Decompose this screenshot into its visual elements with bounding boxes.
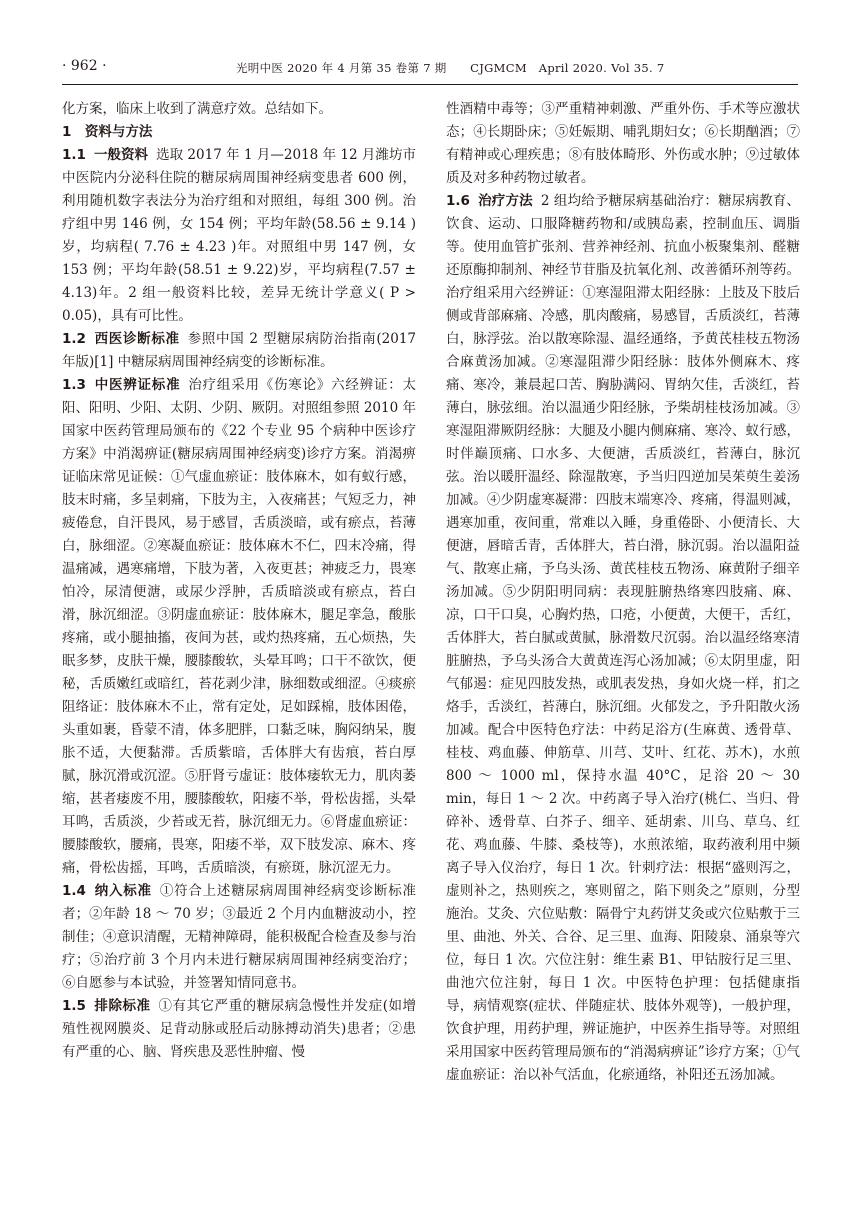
- section-title: 资料与方法: [84, 124, 153, 140]
- subsection-number: 1.4: [62, 883, 86, 899]
- subsection-title: 西医诊断标准: [93, 331, 180, 347]
- subsection-title: 中医辨证标准: [93, 377, 181, 393]
- subsection-number: 1.5: [62, 998, 86, 1014]
- subsection-number: 1.2: [62, 331, 86, 347]
- paragraph-text: 化方案，临床上收到了满意疗效。总结如下。: [62, 101, 332, 117]
- subsection-paragraph: [446, 190, 800, 1087]
- running-title: 光明中医 2020 年 4 月第 35 卷第 7 期 CJGMCM April 2020. Vol 35. 7: [236, 61, 665, 75]
- left-column: [62, 98, 416, 1196]
- section-heading: [62, 121, 416, 144]
- paragraph-text: 参照中国 2 型糖尿病防治指南(2017 年版)[1] 中糖尿病周围神经病变的诊断标准。: [62, 331, 416, 370]
- subsection-number: 1.6: [446, 193, 470, 209]
- subsection-number: 1.1: [62, 147, 86, 163]
- subsection-title: 治疗方法: [477, 193, 533, 209]
- subsection-number: 1.3: [62, 377, 86, 393]
- right-column: [446, 98, 800, 1196]
- subsection-paragraph: [62, 374, 416, 880]
- section-number: 1: [62, 124, 72, 140]
- article-body: [62, 98, 800, 1198]
- subsection-paragraph: [62, 144, 416, 328]
- paragraph-text: 2 组均给予糖尿病基础治疗：糖尿病教育、饮食、运动、口服降糖药物和/或胰岛素，控制血压、调脂等。使用血管扩张剂、营养神经剂、抗血小板聚集剂、醛糖还原酶抑制剂、神经节苷脂及抗氧化剂、改善循环剂等药。治疗组采用六经辨证：①寒湿阻滞太阳经脉：上肢及下肢后侧或背部麻痛、冷感，肌肉酸痛，易感冒，舌质淡红，苔薄白，脉浮弦。治以散寒除湿、温经通络，予黄芪桂枝五物汤合麻黄汤加减。②寒湿阻滞少阳经脉：肢体外侧麻木、疼痛、寒冷，兼晨起口苦、胸胁满闷、胃纳欠佳，舌淡红，苔薄白，脉弦细。治以温通少阳经脉，予柴胡桂枝汤加减。③寒湿阻滞厥阴经脉：大腿及小腿内侧麻痛、寒冷、蚁行感，时伴巅顶痛、口水多、大便溏，舌质淡红，苔薄白，脉沉弦。治以暖肝温经、除湿散寒，予当归四逆加吴茱萸生姜汤加减。④少阴虚寒凝滞：四肢末端寒冷、疼痛，得温则减，遇寒加重，夜间重，常难以入睡，身重倦卧、小便清长、大便溏，唇暗舌青，舌体胖大，苔白滑，脉沉弱。治以温阳益气、散寒止痛，予乌头汤、黄芪桂枝五物汤、麻黄附子细辛汤加减。⑤少阴阳明同病：表现脏腑热络寒四肢痛、麻、凉，口干口臭，心胸灼热，口疮，小便黄，大便干，舌红，舌体胖大，苔白腻或黄腻，脉滑数尺沉弱。治以温经络寒清脏腑热，予乌头汤合大黄黄连泻心汤加减；⑥太阴里虚，阳气郁遏：症见四肢发热，或肌表发热，身如火烧一样，扪之烙手，舌淡红，苔薄白，脉沉细。火郁发之，予升阳散火汤加减。配合中医特色疗法：中药足浴方(生麻黄、透骨草、桂枝、鸡血藤、伸筋草、川芎、艾叶、红花、苏木)，水煎 800 ～ 1000 ml，保持水温 40°C，足浴 20 ～ 30 min，每日 1 ～ 2 次。中药离子导入治疗(桃仁、当归、骨碎补、透骨草、白芥子、细辛、延胡索、川乌、草乌、红花、鸡血藤、牛膝、桑枝等)，水煎浓缩，取药液利用中频离子导入仪治疗，每日 1 次。针刺疗法：根据“盛则泻之，虚则补之，热则疾之，寒则留之，陷下则灸之”原则，分型施治。艾灸、穴位贴敷：隔骨宁丸药饼艾灸或穴位贴敷于三里、曲池、外关、合谷、足三里、血海、阳陵泉、涌泉等穴位，每日 1 次。穴位注射：维生素 B1、甲钴胺行足三里、曲池穴位注射，每日 1 次。中医特色护理：包括健康指导，病情观察(症状、伴随症状、肢体外观等)，一般护理，饮食护理，用药护理，辨证施护，中医养生指导等。对照组采用国家中医药管理局颁布的“消渴病痹证”诊疗方案；①气虚血瘀证：治以补气活血，化瘀通络，补阳还五汤加减。: [446, 193, 800, 1083]
- subsection-paragraph: [62, 328, 416, 374]
- paragraph-text: ①有其它严重的糖尿病急慢性并发症(如增殖性视网膜炎、足背动脉或胫后动脉搏动消失)患者；②患有严重的心、脑、肾疾患及恶性肿瘤、慢: [62, 998, 416, 1060]
- subsection-title: 纳入标准: [93, 883, 152, 899]
- page-number: · 962 ·: [62, 58, 107, 74]
- paragraph-text: 性酒精中毒等；③严重精神刺激、严重外伤、手术等应激状态；④长期卧床；⑤妊娠期、哺乳期妇女；⑥长期酗酒；⑦有精神或心理疾患；⑧有肢体畸形、外伤或水肿；⑨过敏体质及对多种药物过敏者。: [446, 101, 800, 186]
- paragraph-text: 治疗组采用《伤寒论》六经辨证：太阳、阳明、少阳、太阴、少阴、厥阴。对照组参照 2010 年国家中医药管理局颁布的《22 个专业 95 个病种中医诊疗方案》中消渴痹证(糖尿病周围神经病变)诊疗方案。消渴痹证临床常见证候：①气虚血瘀证：肢体麻木，如有蚁行感，肢末时痛，多呈刺痛，下肢为主，入夜痛甚；气短乏力，神疲倦怠，自汗畏风，易于感冒，舌质淡暗，或有瘀点，苔薄白，脉细涩。②寒凝血瘀证：肢体麻木不仁，四末冷痛，得温痛减，遇寒痛增，下肢为著，入夜更甚；神疲乏力，畏寒怕冷，尿清便溏，或尿少浮肿，舌质暗淡或有瘀点，苔白滑，脉沉细涩。③阴虚血瘀证：肢体麻木，腿足挛急，酸胀疼痛，或小腿抽搐，夜间为甚，或灼热疼痛，五心烦热，失眠多梦，皮肤干燥，腰膝酸软，头晕耳鸣；口干不欲饮，便秘，舌质嫩红或暗红，苔花剥少津，脉细数或细涩。④痰瘀阻络证：肢体麻木不止，常有定处，足如踩棉，肢体困倦，头重如裹，昏蒙不清，体多肥胖，口黏乏味，胸闷纳呆，腹胀不适，大便黏滞。舌质紫暗，舌体胖大有齿痕，苔白厚腻，脉沉滑或沉涩。⑤肝肾亏虚证：肢体痿软无力，肌肉萎缩，甚者痿废不用，腰膝酸软，阳痿不举，骨松齿摇，头晕耳鸣，舌质淡，少苔或无苔，脉沉细无力。⑥肾虚血瘀证：腰膝酸软，腰痛，畏寒，阳痿不举，双下肢发凉、麻木、疼痛，骨松齿摇，耳鸣，舌质暗淡，有瘀斑，脉沉涩无力。: [62, 377, 416, 876]
- page-header: [62, 52, 798, 85]
- paragraph-text: ①符合上述糖尿病周围神经病变诊断标准者；②年龄 18 ～ 70 岁；③最近 2 个月内血糖波动小，控制佳；④意识清醒，无精神障碍，能积极配合检查及参与治疗；⑤治疗前 3 个月内未进行糖尿病周围神经病变治疗；⑥自愿参与本试验，并签署知情同意书。: [62, 883, 416, 991]
- subsection-title: 一般资料: [93, 147, 149, 163]
- paragraph-text: 选取 2017 年 1 月—2018 年 12 月潍坊市中医院内分泌科住院的糖尿病周围神经病变患者 600 例，利用随机数字表法分为治疗组和对照组，每组 300 例。治疗组中男 146 例，女 154 例；平均年龄(58.56 ± 9.14 )岁，均病程( 7.76 ± 4.23 )年。对照组中男 147 例，女 153 例；平均年龄(58.51 ± 9.22)岁，平均病程(7.57 ± 4.13)年。2 组一般资料比较，差异无统计学意义( P > 0.05)，具有可比性。: [62, 147, 416, 324]
- subsection-paragraph: [62, 880, 416, 995]
- subsection-paragraph: [62, 995, 416, 1064]
- subsection-title: 排除标准: [93, 998, 151, 1014]
